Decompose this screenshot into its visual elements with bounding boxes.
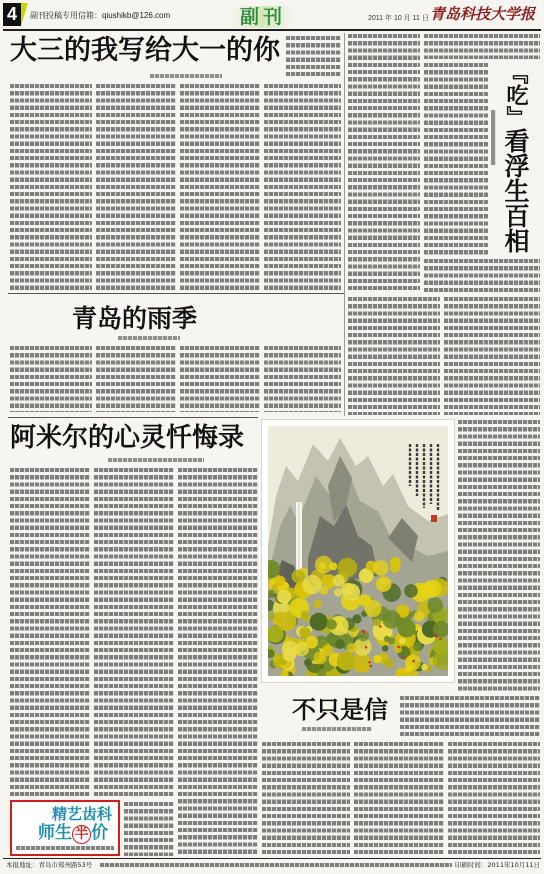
article-2-body-col-1 — [10, 346, 92, 412]
column-divider — [344, 33, 345, 416]
article-divider — [8, 293, 344, 294]
chi-article-body-top — [424, 34, 540, 59]
landscape-painting-frame — [262, 420, 454, 682]
article-1-body-top — [286, 36, 341, 76]
issue-date: 2011 年 10 月 11 日 — [368, 15, 429, 22]
article-3-body-col-1 — [10, 468, 90, 796]
submission-email: 副刊投稿专用信箱：qiushikb@126.com — [30, 11, 171, 20]
article-1-body-col-3 — [180, 84, 260, 290]
article-4-body-col-2 — [354, 742, 444, 856]
article-1-body-col-2 — [96, 84, 176, 290]
chi-article-byline — [491, 110, 496, 165]
article-2-body-col-2 — [96, 346, 176, 412]
ad-offer-circled: 半 — [72, 825, 91, 844]
article-1-byline — [150, 74, 222, 78]
article-3-body-col-3 — [178, 468, 258, 856]
chi-article-body-col-3 — [348, 297, 440, 415]
article-3-headline: 阿米尔的心灵忏悔录 — [10, 423, 245, 453]
article-4-body-col-1 — [262, 742, 350, 856]
footer-rule — [3, 858, 541, 859]
chi-article-body-col-4 — [444, 297, 540, 415]
article-2-headline: 青岛的雨季 — [72, 304, 198, 333]
ad-fine-print — [16, 846, 114, 853]
chi-article-body-bottom — [424, 259, 540, 292]
article-2-body-col-3 — [180, 346, 260, 412]
page-number-badge — [3, 3, 21, 26]
footer-address: 本报地址：青岛市郑州路53号 — [6, 861, 93, 869]
page-number: 4 — [6, 4, 17, 24]
chi-article-headline-quote: 『吃』 — [503, 62, 528, 128]
chi-article-body-col-1 — [348, 34, 420, 292]
chi-article-body-col-5 — [458, 420, 540, 692]
chi-article-headline — [503, 62, 528, 253]
footer-contact-line — [100, 863, 452, 868]
section-title: 副刊 — [232, 6, 294, 28]
newspaper-masthead: 青岛科技大学报 — [430, 5, 536, 23]
footer-print-time: 印刷时间：2011年10月11日 — [454, 861, 540, 869]
article-4-body-col-3 — [448, 742, 540, 856]
ad-offer — [38, 825, 108, 844]
ad-brand: 精艺齿科 — [52, 805, 113, 823]
ad-offer-pre: 师生 — [38, 823, 72, 843]
article-3-body-col-2 — [94, 468, 174, 796]
article-2-body-col-4 — [264, 346, 341, 412]
article-1-body-col-1 — [10, 84, 92, 290]
article-4-byline — [302, 727, 372, 731]
article-divider — [8, 417, 258, 418]
landscape-painting — [268, 426, 448, 676]
ad-offer-post: 价 — [91, 823, 108, 843]
header-rule — [3, 29, 541, 31]
article-4-headline: 不只是信 — [292, 696, 388, 724]
article-1-body-col-4 — [264, 84, 341, 290]
article-2-byline — [118, 336, 180, 340]
article-3-body-col-2-cont — [124, 802, 174, 856]
article-1-headline: 大三的我写给大一的你 — [10, 35, 280, 66]
dental-clinic-ad — [10, 800, 120, 856]
article-3-byline — [108, 458, 204, 462]
chi-article-headline-rest: 看浮生百相 — [501, 128, 530, 253]
chi-article-body-col-2 — [424, 63, 488, 255]
article-4-body-top — [400, 696, 540, 738]
